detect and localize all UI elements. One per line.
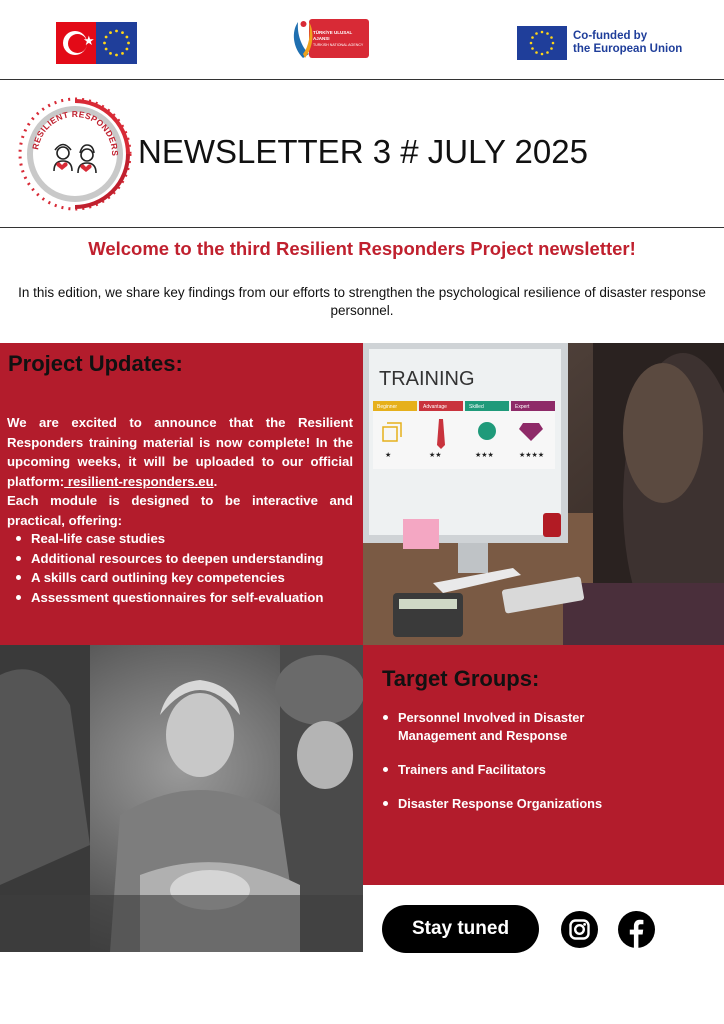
list-item: Assessment questionnaires for self-evaluation [15,588,323,608]
rescue-photo [0,645,363,952]
cofunded-line-1: Co-funded by [573,30,648,42]
svg-text:★★★★: ★★★★ [519,452,545,459]
turkey-eu-flag-logo [56,22,137,64]
eu-cofunded-logo [517,26,682,60]
agency-subname: TURKISH NATIONAL AGENCY [313,43,364,47]
eu-flag-icon [517,26,567,60]
target-groups-panel [363,645,724,885]
newsletter-title: NEWSLETTER 3 # JULY 2025 [138,133,588,170]
logo-bar [0,0,724,80]
module-description: Each module is designed to be interactive and practical, offering: [7,493,353,528]
national-agency-logo [289,18,369,60]
emblem-text: RESILIENT RESPONDERS [30,108,121,157]
list-item: Real-life case studies [15,529,323,549]
resilient-responders-emblem [18,97,132,211]
facebook-icon[interactable] [618,911,655,948]
svg-text:★★★: ★★★ [475,452,494,459]
cofunded-line-2: the European Union [573,43,683,55]
intro-paragraph: In this edition, we share key findings from our efforts to strengthen the psychological resilience of disaster response personnel. [18,285,706,318]
list-item: A skills card outlining key competencies [15,568,323,588]
project-updates-panel [0,343,363,645]
list-item: Disaster Response Organizations [382,795,612,813]
target-groups-list [382,709,612,829]
instagram-icon[interactable] [561,911,598,948]
project-updates-body [7,413,353,530]
training-column-beginner: Beginner [377,404,398,410]
project-updates-heading: Project Updates: [8,351,183,376]
training-screen-title: TRAINING [379,368,475,390]
stay-tuned-button[interactable]: Stay tuned [382,905,539,953]
turkey-flag-icon: ★ [56,22,96,64]
training-column-advantage: Advantage [423,404,447,410]
agency-name: TÜRKİYE ULUSAL AJANSI [313,30,353,41]
list-item: Trainers and Facilitators [382,761,612,779]
training-column-expert: Expert [515,404,530,410]
eu-stars-icon [96,22,137,64]
target-groups-heading: Target Groups: [382,666,540,691]
list-item: Personnel Involved in Disaster Management and Response [382,709,612,745]
svg-text:★★: ★★ [429,452,442,459]
svg-text:★: ★ [385,452,392,459]
training-photo [363,343,724,645]
list-item: Additional resources to deepen understanding [15,549,323,569]
module-features-list [15,529,323,607]
project-updates-text: We are excited to announce that the Resilient Responders training material is now complete! In the upcoming weeks, it will be uploaded to our official platform: [7,415,353,489]
welcome-heading: Welcome to the third Resilient Responders Project newsletter! [88,238,636,259]
training-column-skilled: Skilled [469,404,484,410]
platform-link[interactable]: resilient-responders.eu [64,473,214,489]
project-updates-text-end: . [213,473,218,489]
